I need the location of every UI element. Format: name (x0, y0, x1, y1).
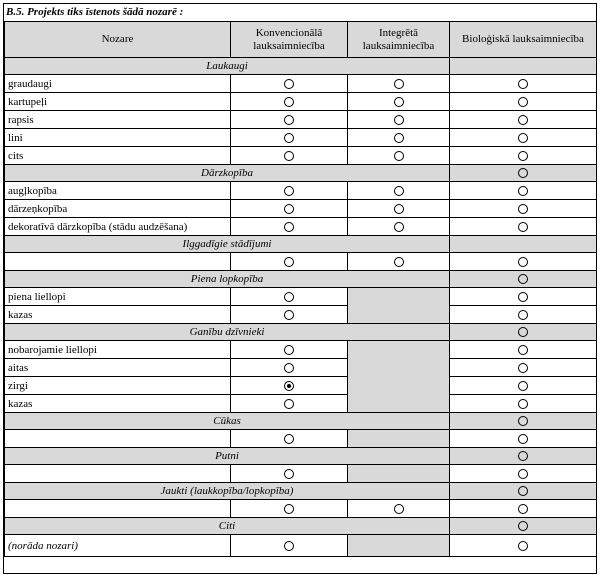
conventional-radio[interactable] (284, 186, 294, 196)
organic-radio[interactable] (518, 133, 528, 143)
table-row (5, 147, 597, 165)
section-label: Putni (5, 448, 450, 465)
table-row (5, 306, 597, 324)
col-header-organic: Bioloģiskā lauksaimniecība (450, 22, 597, 58)
organic-radio[interactable] (518, 292, 528, 302)
row-label (5, 465, 231, 483)
integrated-radio[interactable] (394, 186, 404, 196)
row-label-specify: (norāda nozari) (5, 535, 231, 557)
row-label: nobarojamie liellopi (5, 341, 231, 359)
row-label: zirgi (5, 377, 231, 395)
table-row (5, 129, 597, 147)
section-label: Laukaugi (5, 58, 450, 75)
header-row (5, 22, 597, 58)
row-label: kartupeļi (5, 93, 231, 111)
organic-radio[interactable] (518, 151, 528, 161)
section-label: Citi (5, 518, 450, 535)
table-row (5, 288, 597, 306)
conventional-radio[interactable] (284, 434, 294, 444)
organic-radio[interactable] (518, 310, 528, 320)
conventional-radio[interactable] (284, 97, 294, 107)
organic-radio[interactable] (518, 204, 528, 214)
row-label: kazas (5, 395, 231, 413)
row-label: dārzeņkopība (5, 200, 231, 218)
section-label: Jaukti (laukkopība/lopkopība) (5, 483, 450, 500)
organic-radio[interactable] (518, 434, 528, 444)
conventional-radio[interactable] (284, 469, 294, 479)
organic-radio[interactable] (518, 257, 528, 267)
disabled-cell (348, 288, 450, 324)
table-row (5, 182, 597, 200)
row-label: lini (5, 129, 231, 147)
conventional-radio[interactable] (284, 504, 294, 514)
integrated-radio[interactable] (394, 115, 404, 125)
organic-radio-cell (450, 236, 597, 253)
form-title: B.5. Projekts tiks īstenots šādā nozarē : (6, 6, 184, 18)
section-label: Cūkas (5, 413, 450, 430)
table-row (5, 465, 597, 483)
organic-radio[interactable] (518, 345, 528, 355)
organic-radio[interactable] (518, 222, 528, 232)
organic-radio[interactable] (518, 363, 528, 373)
section-label: Ilggadīgie stādījumi (5, 236, 450, 253)
organic-radio-cell (450, 518, 597, 535)
row-label (5, 253, 231, 271)
organic-radio[interactable] (518, 486, 528, 496)
conventional-radio[interactable] (284, 115, 294, 125)
organic-radio[interactable] (518, 399, 528, 409)
integrated-radio[interactable] (394, 504, 404, 514)
row-label: aitas (5, 359, 231, 377)
organic-radio-cell (450, 324, 597, 341)
organic-radio[interactable] (518, 274, 528, 284)
conventional-radio[interactable] (284, 151, 294, 161)
section-laukaugi (5, 58, 597, 75)
col-header-sector: Nozare (5, 22, 231, 58)
organic-radio[interactable] (518, 97, 528, 107)
organic-radio[interactable] (518, 451, 528, 461)
organic-radio[interactable] (518, 79, 528, 89)
organic-radio-cell (450, 271, 597, 288)
disabled-cell (348, 535, 450, 557)
organic-radio[interactable] (518, 521, 528, 531)
organic-radio[interactable] (518, 327, 528, 337)
table-row (5, 535, 597, 557)
sector-table (4, 21, 597, 557)
organic-radio-cell (450, 413, 597, 430)
section-label: Dārzkopība (5, 165, 450, 182)
organic-radio[interactable] (518, 115, 528, 125)
table-row (5, 111, 597, 129)
table-row (5, 395, 597, 413)
conventional-radio[interactable] (284, 133, 294, 143)
disabled-cell (348, 341, 450, 413)
conventional-radio[interactable] (284, 363, 294, 373)
conventional-radio[interactable] (284, 204, 294, 214)
conventional-radio[interactable] (284, 399, 294, 409)
section-darzkopiba (5, 165, 597, 182)
conventional-radio[interactable] (284, 310, 294, 320)
table-row (5, 500, 597, 518)
section-cukas (5, 413, 597, 430)
row-label (5, 500, 231, 518)
integrated-radio[interactable] (394, 97, 404, 107)
section-piena (5, 271, 597, 288)
section-citi (5, 518, 597, 535)
section-jaukti (5, 483, 597, 500)
conventional-radio[interactable] (284, 345, 294, 355)
organic-radio-cell (450, 448, 597, 465)
table-row (5, 430, 597, 448)
table-row (5, 377, 597, 395)
col-header-integrated: Integrētā lauksaimniecība (348, 22, 450, 58)
disabled-cell (348, 465, 450, 483)
section-label: Ganību dzīvnieki (5, 324, 450, 341)
row-label: cits (5, 147, 231, 165)
organic-radio[interactable] (518, 469, 528, 479)
row-label: kazas (5, 306, 231, 324)
disabled-cell (348, 430, 450, 448)
conventional-radio-selected[interactable] (284, 381, 294, 391)
integrated-radio[interactable] (394, 79, 404, 89)
section-ganibu (5, 324, 597, 341)
table-row (5, 341, 597, 359)
integrated-radio[interactable] (394, 222, 404, 232)
table-row (5, 93, 597, 111)
table-row (5, 200, 597, 218)
section-label: Piena lopkopība (5, 271, 450, 288)
conventional-radio[interactable] (284, 257, 294, 267)
organic-radio-cell (450, 165, 597, 182)
table-row (5, 218, 597, 236)
section-ilggadigie (5, 236, 597, 253)
organic-radio[interactable] (518, 541, 528, 551)
table-row (5, 75, 597, 93)
row-label: dekoratīvā dārzkopība (stādu audzēšana) (5, 218, 231, 236)
row-label (5, 430, 231, 448)
row-label: rapsis (5, 111, 231, 129)
section-putni (5, 448, 597, 465)
conventional-radio[interactable] (284, 222, 294, 232)
integrated-radio[interactable] (394, 204, 404, 214)
organic-radio-cell (450, 58, 597, 75)
organic-radio[interactable] (518, 504, 528, 514)
organic-radio-cell (450, 483, 597, 500)
row-label: augļkopība (5, 182, 231, 200)
conventional-radio[interactable] (284, 541, 294, 551)
organic-radio[interactable] (518, 381, 528, 391)
integrated-radio[interactable] (394, 151, 404, 161)
conventional-radio[interactable] (284, 292, 294, 302)
integrated-radio[interactable] (394, 257, 404, 267)
table-row (5, 253, 597, 271)
organic-radio[interactable] (518, 186, 528, 196)
conventional-radio[interactable] (284, 79, 294, 89)
table-row (5, 359, 597, 377)
organic-radio[interactable] (518, 416, 528, 426)
row-label: piena liellopi (5, 288, 231, 306)
col-header-conventional: Konvencionālā lauksaimniecība (231, 22, 348, 58)
organic-radio[interactable] (518, 168, 528, 178)
integrated-radio[interactable] (394, 133, 404, 143)
row-label: graudaugi (5, 75, 231, 93)
